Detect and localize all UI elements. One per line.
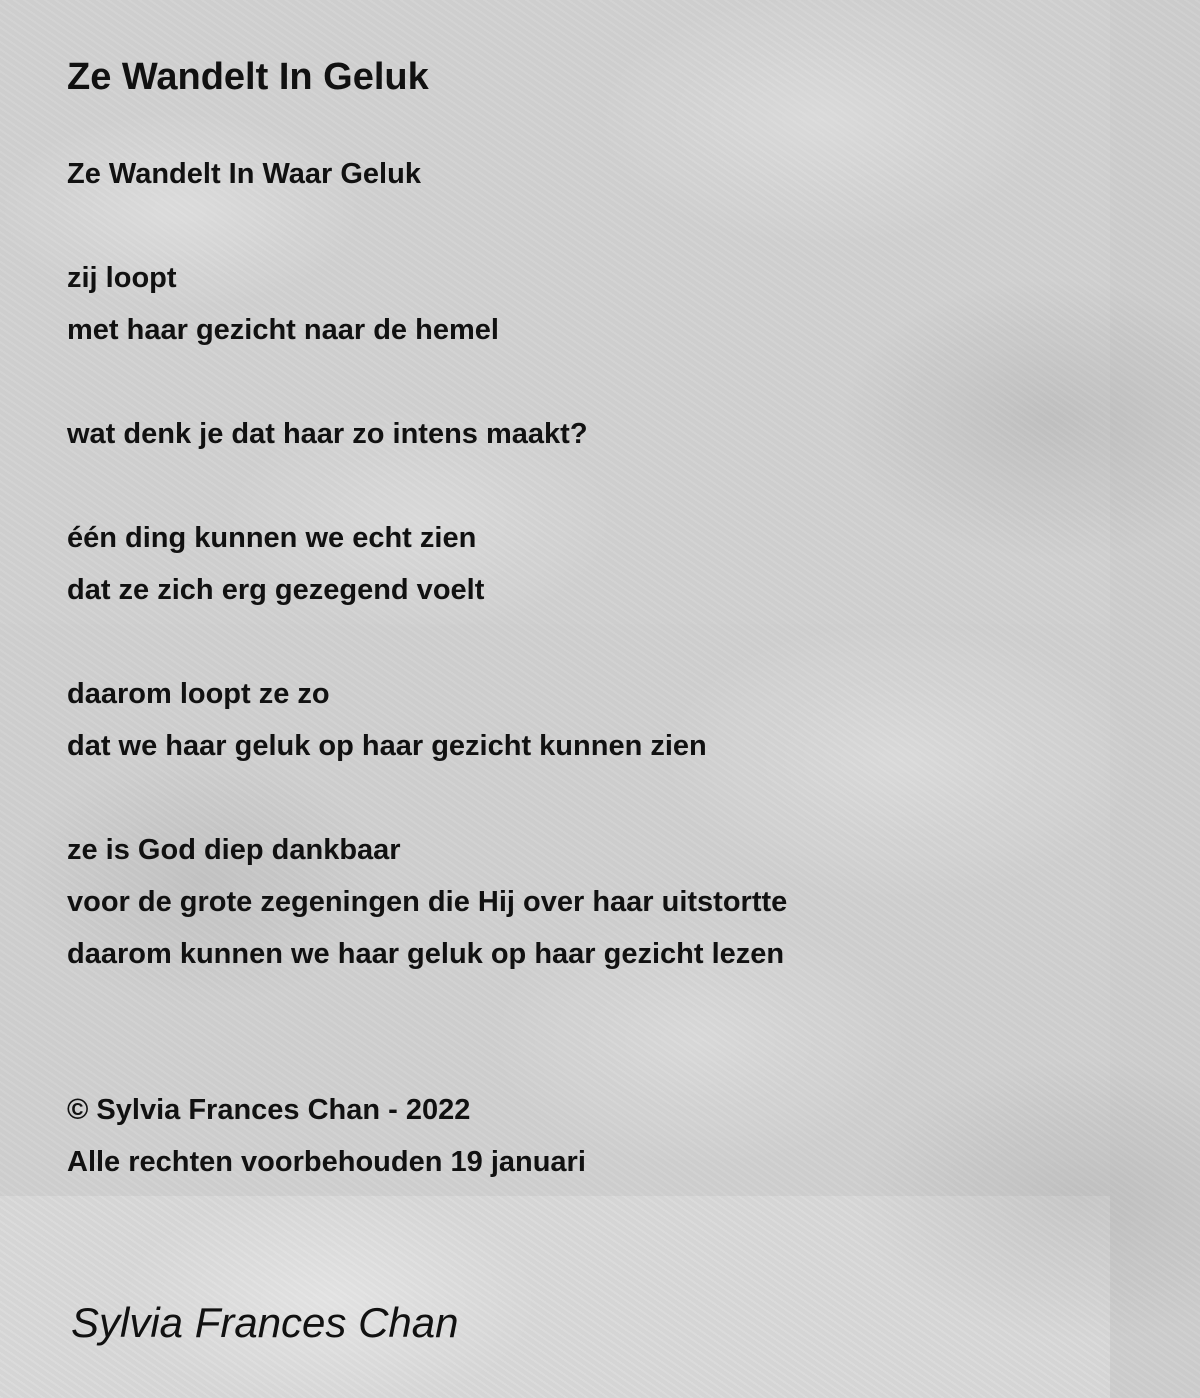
poem-subtitle: Ze Wandelt In Waar Geluk [67, 158, 421, 190]
poem-line: zij loopt [67, 262, 177, 294]
poem-blank-line [67, 200, 787, 252]
poem-title: Ze Wandelt In Geluk [67, 56, 429, 98]
poem-body [67, 148, 787, 1188]
poem-line: daarom loopt ze zo [67, 678, 330, 710]
poem-line: dat ze zich erg gezegend voelt [67, 574, 485, 606]
poem-line: daarom kunnen we haar geluk op haar gezicht lezen [67, 938, 785, 970]
poem-line: wat denk je dat haar zo intens maakt? [67, 418, 588, 450]
poem-blank-line [67, 980, 787, 1032]
copyright-line: © Sylvia Frances Chan - 2022 [67, 1094, 471, 1126]
poem-blank-line [67, 772, 787, 824]
poem-line: ze is God diep dankbaar [67, 834, 401, 866]
poem-line: voor de grote zegeningen die Hij over haar uitstortte [67, 886, 788, 918]
author-signature: Sylvia Frances Chan [71, 1299, 459, 1346]
poem-blank-line [67, 1032, 787, 1084]
poem-blank-line [67, 460, 787, 512]
poem-blank-line [67, 616, 787, 668]
poem-line: één ding kunnen we echt zien [67, 522, 477, 554]
poem-line: met haar gezicht naar de hemel [67, 314, 499, 346]
poem-blank-line [67, 356, 787, 408]
rights-line: Alle rechten voorbehouden 19 januari [67, 1146, 586, 1178]
poem-line: dat we haar geluk op haar gezicht kunnen zien [67, 730, 707, 762]
background-right-edge [1110, 0, 1200, 1398]
